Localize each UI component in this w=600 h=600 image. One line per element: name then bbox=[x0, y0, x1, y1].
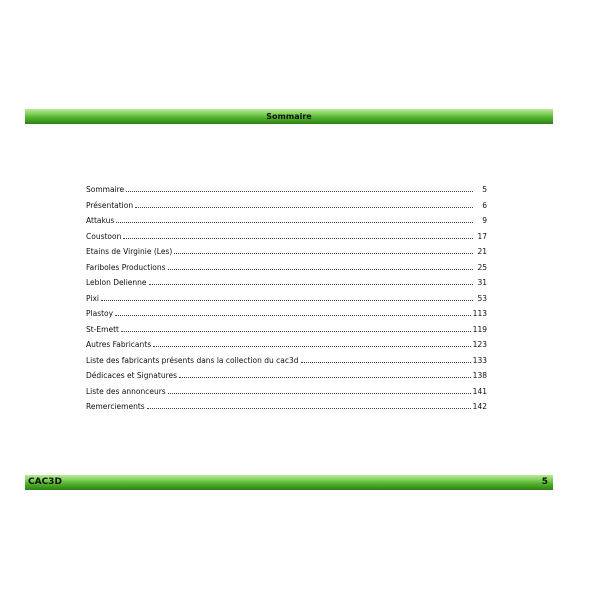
toc-entry-label: Attakus bbox=[86, 216, 115, 225]
toc-entry-page: 53 bbox=[477, 293, 487, 303]
toc-entry-page: 123 bbox=[472, 340, 487, 349]
toc-entry[interactable] bbox=[86, 353, 487, 369]
toc-entry[interactable] bbox=[86, 384, 487, 400]
toc-leader-dots bbox=[123, 238, 473, 239]
toc-leader-dots bbox=[174, 253, 473, 254]
toc-leader-dots bbox=[147, 408, 471, 409]
toc-entry-page: 5 bbox=[482, 185, 487, 194]
toc-entry-label: Leblon Delienne bbox=[86, 278, 147, 287]
footer-page-number: 5 bbox=[541, 477, 548, 487]
table-of-contents bbox=[86, 182, 487, 415]
toc-leader-dots bbox=[135, 207, 473, 208]
toc-entry[interactable] bbox=[86, 198, 487, 214]
toc-entry-label: Coustoon bbox=[86, 231, 122, 241]
toc-entry-page: 113 bbox=[472, 309, 487, 318]
toc-leader-dots bbox=[116, 222, 473, 223]
toc-entry-page: 6 bbox=[482, 200, 487, 210]
toc-leader-dots bbox=[126, 191, 473, 192]
toc-entry[interactable] bbox=[86, 275, 487, 291]
toc-entry[interactable] bbox=[86, 306, 487, 322]
toc-entry[interactable] bbox=[86, 182, 487, 198]
toc-entry-label: Liste des annonceurs bbox=[86, 386, 166, 396]
toc-entry-page: 141 bbox=[472, 386, 487, 396]
toc-entry-page: 119 bbox=[472, 324, 487, 334]
toc-entry[interactable] bbox=[86, 337, 487, 353]
toc-entry[interactable] bbox=[86, 244, 487, 260]
toc-leader-dots bbox=[121, 331, 471, 332]
header-bar bbox=[25, 109, 553, 124]
toc-entry-page: 31 bbox=[477, 278, 487, 287]
toc-entry-label: Fariboles Productions bbox=[86, 262, 166, 272]
toc-leader-dots bbox=[149, 284, 473, 285]
toc-entry-page: 9 bbox=[482, 216, 487, 225]
toc-entry-page: 17 bbox=[477, 231, 487, 241]
toc-leader-dots bbox=[153, 346, 471, 347]
toc-leader-dots bbox=[179, 377, 471, 378]
toc-entry-label: Pixi bbox=[86, 293, 99, 303]
toc-leader-dots bbox=[168, 393, 471, 394]
toc-entry[interactable] bbox=[86, 260, 487, 276]
toc-entry[interactable] bbox=[86, 229, 487, 245]
toc-entry-label: Etains de Virginie (Les) bbox=[86, 247, 173, 256]
toc-entry[interactable] bbox=[86, 213, 487, 229]
footer-brand: CAC3D bbox=[28, 477, 62, 487]
toc-entry-label: Liste des fabricants présents dans la collection du cac3d bbox=[86, 355, 299, 365]
toc-entry-label: Autres Fabricants bbox=[86, 340, 152, 349]
toc-entry-page: 21 bbox=[477, 247, 487, 256]
toc-entry-page: 133 bbox=[472, 355, 487, 365]
toc-entry-label: Remerciements bbox=[86, 402, 145, 411]
toc-entry[interactable] bbox=[86, 368, 487, 384]
toc-entry[interactable] bbox=[86, 322, 487, 338]
toc-entry-label: Présentation bbox=[86, 200, 134, 210]
footer-bar bbox=[25, 475, 553, 490]
toc-leader-dots bbox=[301, 362, 471, 363]
toc-leader-dots bbox=[115, 315, 471, 316]
toc-entry-page: 142 bbox=[472, 402, 487, 411]
toc-entry[interactable] bbox=[86, 291, 487, 307]
toc-entry-label: St-Emett bbox=[86, 324, 119, 334]
page-title: Sommaire bbox=[266, 112, 312, 121]
toc-leader-dots bbox=[101, 300, 473, 301]
toc-entry-label: Sommaire bbox=[86, 185, 125, 194]
toc-leader-dots bbox=[168, 269, 473, 270]
toc-entry-page: 25 bbox=[477, 262, 487, 272]
toc-entry-label: Dédicaces et Signatures bbox=[86, 371, 178, 380]
toc-entry-page: 138 bbox=[472, 371, 487, 380]
toc-entry[interactable] bbox=[86, 399, 487, 415]
toc-entry-label: Plastoy bbox=[86, 309, 114, 318]
